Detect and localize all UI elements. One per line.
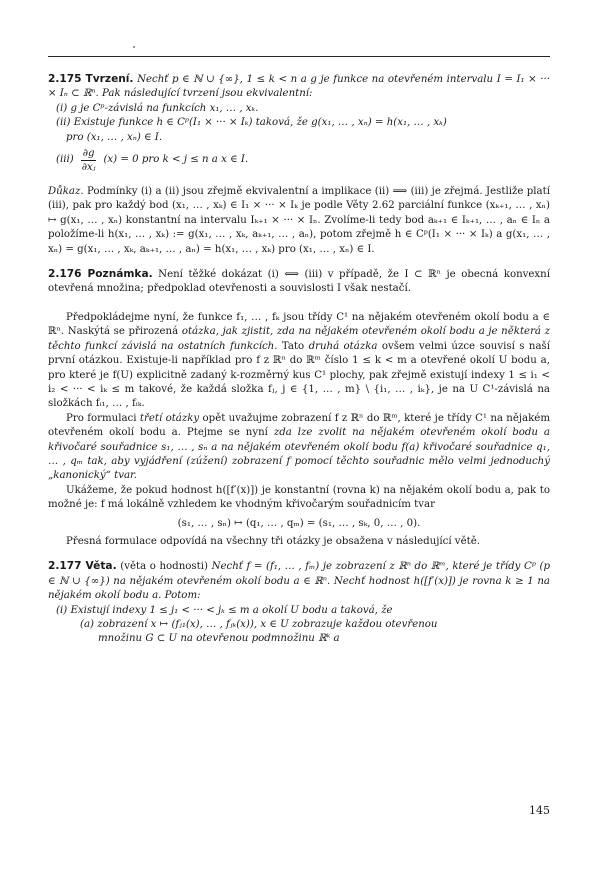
header-rule: [48, 56, 550, 57]
condition-ii-cont: pro (x₁, … , xₙ) ∈ I.: [66, 131, 163, 143]
emphasis-third-question: třetí otázky: [139, 412, 200, 424]
text-run: Tato: [277, 340, 309, 352]
proof: [48, 185, 550, 257]
emphasis-second-question: druhá otázka: [308, 340, 378, 352]
remark-label: 2.176 Poznámka.: [48, 268, 153, 281]
condition-iii-label: (iii): [56, 153, 74, 165]
proposition-statement: Nechť p ∈ ℕ ∪ {∞}, 1 ≤ k < n a g je funkce na otevřeném intervalu I = I₁ × ··· × Iₙ ⊂ ℝⁿ. Pak následující tvrzení jsou ekvivalentní:: [48, 74, 550, 100]
theorem-statement: Nechť f = (f₁, … , fₘ) je zobrazení z ℝⁿ do ℝᵐ, které je třídy Cᵖ (p ∈ ℕ ∪ {∞}) na nějakém otevřeném okolí bodu a ∈ ℝⁿ. Nechť hodnost h([f′(x)]) je rovna k ≥ 1 na nějakém okolí bodu a. Potom:: [48, 561, 550, 602]
condition-iii-rest: (x) = 0 pro k < j ≤ n a x ∈ I.: [103, 153, 249, 165]
proof-label: Důkaz.: [48, 186, 84, 198]
theorem-item-a: (a) zobrazení x ↦ (fⱼ₁(x), … , fⱼₖ(x)), x ∈ U zobrazuje každou otevřenou: [80, 619, 438, 630]
remark-2-176: [48, 267, 550, 297]
partial-numerator: ∂g: [82, 147, 95, 159]
text-run: ovšem velmi úzce souvisí s naší první otázkou. Existuje-li například pro f z ℝⁿ do ℝᵐ číslo 1 ≤ k < m a otevřené okolí U bodu a, pro které je f(U) explicitně zadaný k-rozměrný kus C¹ plochy, pak zřejmě existují indexy 1 ≤ i₁ < i₂ < ··· < iₖ ≤ m takové, že každá složka fⱼ, j ∈ {1, … , m} \ {i₁, … , iₖ}, je na U C¹-závislá na složkách fᵢ₁, … , fᵢₖ.: [48, 340, 550, 410]
theorem-2-177: [48, 559, 550, 603]
theorem-item-a-cont: množinu G ⊂ U na otevřenou podmnožinu ℝᵏ a: [98, 633, 340, 645]
emphasis-question: otázka, jak zjistit, zda na nějakém otevřeném okolí bodu a je některá z těchto funkcí závislá na ostatních funkcích.: [48, 326, 550, 352]
theorem-title: (věta o hodnosti): [120, 561, 208, 573]
partial-derivative: [80, 147, 98, 174]
page-number: 145: [529, 804, 550, 817]
paragraph-formulation: Přesná formulace odpovídá na všechny tři otázky je obsažena v následující větě.: [66, 535, 480, 547]
page-content: [48, 72, 550, 647]
header-dot: [133, 46, 135, 48]
theorem-label: 2.177 Věta.: [48, 560, 117, 573]
partial-denominator: ∂xⱼ: [81, 161, 96, 173]
condition-iii: [48, 145, 550, 175]
proof-text: Podmínky (i) a (ii) jsou zřejmě ekvivalentní a implikace (ii) ⟹ (iii) je zřejmá. Jestliže platí (iii), pak pro každý bod (x₁, … , xₖ) ∈ I₁ × ··· × Iₖ je podle Věty 2.62 parciální funkce (xₖ₊₁, … , xₙ) ↦ g(x₁, … , xₙ) konstantní na intervalu Iₖ₊₁ × ··· × Iₙ. Zvolíme-li tedy bod aₖ₊₁ ∈ Iₖ₊₁, … , aₙ ∈ Iₙ a položíme-li h(x₁, … , xₖ) := g(x₁, … , xₖ, aₖ₊₁, … , aₙ), potom zřejmě h ∈ Cᵖ(I₁ × ··· × Iₖ) a g(x₁, … , xₙ) = g(x₁, … , xₖ, aₖ₊₁, … , aₙ) = h(x₁, … , xₖ) pro (x₁, … , xₙ) ∈ I.: [48, 186, 550, 255]
text-run: Předpokládejme nyní, že funkce f₁, … , fₖ jsou třídy C¹ na nějakém otevřeném okolí bodu a ∈ ℝⁿ. Naskýtá se přirozená: [48, 311, 550, 338]
theorem-item-i: (i) Existují indexy 1 ≤ j₁ < ··· < jₖ ≤ m a okolí U bodu a taková, že: [56, 604, 393, 616]
canonical-form-formula: (s₁, … , sₙ) ↦ (q₁, … , qₘ) = (s₁, … , sₖ, 0, … , 0).: [177, 517, 421, 529]
paragraph-third-question: [48, 412, 550, 484]
paragraph-rank: Ukážeme, že pokud hodnost h([f′(x)]) je konstantní (rovna k) na nějakém okolí bodu a, pak to možné je: f má lokálně vzhledem ke vhodným křivočarým souřadnicím tvar: [48, 484, 550, 511]
condition-i: (i) g je Cᵖ-závislá na funkcích x₁, … , xₖ.: [56, 102, 259, 114]
condition-ii: (ii) Existuje funkce h ∈ Cᵖ(I₁ × ··· × Iₖ) taková, že g(x₁, … , xₙ) = h(x₁, … , xₖ): [56, 117, 447, 129]
paragraph-questions: [48, 311, 550, 412]
text-run: opět uvažujme zobrazení f z ℝⁿ do ℝᵐ, které je třídy C¹ na nějakém otevřeném okolí bodu a. Ptejme se nyní: [48, 412, 550, 439]
proposition-label: 2.175 Tvrzení.: [48, 73, 134, 85]
emphasis-coordinates: zda lze zvolit na nějakém otevřeném okolí bodu a křivočaré souřadnice s₁, … , sₙ a na nějakém otevřeném okolí bodu f(a) křivočaré souřadnice q₁, … , qₘ tak, aby vyjádření (zúžení) zobrazení f pomocí těchto souřadnic mělo velmi jednoduchý „kanonický“ tvar.: [48, 427, 550, 482]
remark-text: Není těžké dokázat (i) ⟺ (iii) v případě, že I ⊂ ℝⁿ je obecná konvexní otevřená množina; předpoklad otevřenosti a souvislosti I však nestačí.: [48, 269, 550, 295]
text-run: Pro formulaci: [66, 412, 140, 424]
proposition-2-175: [48, 72, 550, 102]
